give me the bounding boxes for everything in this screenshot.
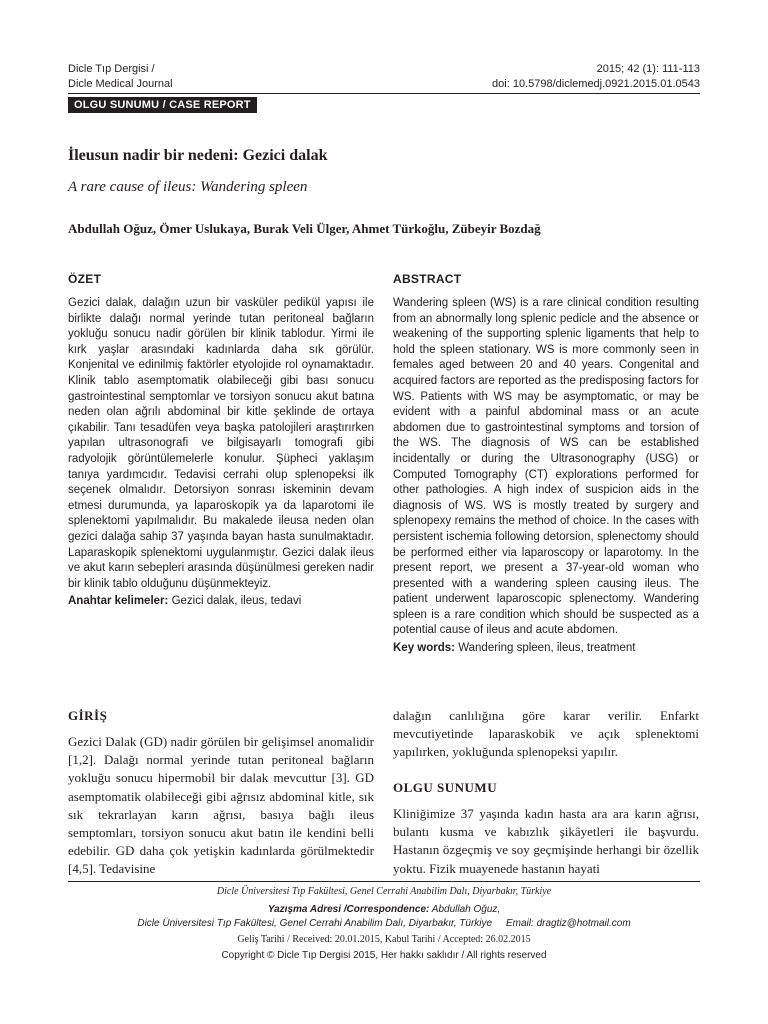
journal-name-tr: Dicle Tıp Dergisi / xyxy=(68,63,155,75)
ozet-text: Gezici dalak, dalağın uzun bir vasküler pedikül yapısı ile birlikte dalağı normal yerinde tutan peritoneal bağların yokluğu sonucu nadir görülen bir klinik tablodur. Yirmi ile kırk yaşlar arasındaki kadınlarda daha sık görülür. Konjenital ve edinilmiş faktörler etyolojide rol oynamaktadır. Klinik tablo asemptomatik olabileceği gibi bası sonucu gastrointestinal semptomlar ve torsiyon sonucu akut batına neden olan ağrılı abdominal bir kitle şeklinde de ortaya çıkabilir. Tanı tesadüfen veya başka patolojileri araştırırken yapılan ultrasonografi ve bilgisayarlı tomografi gibi radyolojik görüntülemelerle konulur. Şüpheci yaklaşım tanıya yardımcıdır. Tedavisi cerrahi olup splenopeksi ilk seçenek olmalıdır. Detorsiyon sonrası iskeminin devam etmesi durumunda, ya laparoskopik ya da laparotomi ile splenektomi yapılmalıdır. Bu makalede ileusa neden olan gezici dalağa sahip 37 yaşında bayan hasta sunulmaktadır. Laparaskopik splenektomi uygulanmıştır. Gezici dalak ileus ve akut karın sebepleri arasında düşünülmesi gereken nadir bir klinik tablo olduğunu düşünmekteyiz. xyxy=(68,297,374,590)
abstract-section xyxy=(393,296,699,657)
email-link[interactable]: dragtiz@hotmail.com xyxy=(536,918,631,929)
title-english: A rare cause of ileus: Wandering spleen xyxy=(68,179,308,195)
doi[interactable]: doi: 10.5798/diclemedj.0921.2015.01.0543 xyxy=(492,78,700,90)
citation-info xyxy=(492,62,700,92)
footer xyxy=(0,885,768,963)
ozet-keywords xyxy=(68,594,374,610)
footer-rule xyxy=(68,881,700,882)
correspondence xyxy=(0,903,768,917)
abstract-text: Wandering spleen (WS) is a rare clinical condition resulting from an abnormally long splenic pedicle and the absence or weakening of the supporting splenic ligaments that help to hold the spleen stationary. WS is more commonly seen in females aged between 20 and 40 years. Congenital and acquired factors are reported as the predisposing factors for WS. Patients with WS may be asymptomatic, or may be evident with a painful abdominal mass or an acute abdomen due to gastrointestinal symptoms and torsion of the WS. The diagnosis of WS can be established incidentally or during the Ultrasonography (USG) or Computed Tomography (CT) explorations performed for other pathologies. A high index of suspicion aids in the diagnosis of WS. WS is mostly treated by surgery and splenopexy remains the method of choice. In the cases with persistent ischemia following detorsion, splenectomy should be performed either via laparoscopy or laparotomy. In the present report, we present a 37-year-old woman who presented with a wandering spleen causing ileus. The patient underwent laparoscopic splenectomy. Wandering spleen is a rare condition which should be suspected as a potential cause of ileus and acute abdomen. xyxy=(393,297,699,637)
body-right-text: dalağın canlılığına göre karar verilir. Enfarkt mevcutiyetinde laparaskobik ve açık splenektomi yapılırken, yokluğunda splenopeksi yapılır. xyxy=(393,708,699,760)
journal-name-en: Dicle Medical Journal xyxy=(68,78,173,90)
journal-name xyxy=(68,62,173,92)
header-rule xyxy=(68,93,700,94)
ozet-keywords-value: Gezici dalak, ileus, tedavi xyxy=(171,595,302,608)
giris-heading: GİRİŞ xyxy=(68,708,108,723)
ozet-keywords-label: Anahtar kelimeler: xyxy=(68,595,169,608)
dates: Geliş Tarihi / Received: 20.01.2015, Kabul Tarihi / Accepted: 26.02.2015 xyxy=(237,934,531,945)
abstract-keywords xyxy=(393,641,699,657)
correspondence-label: Yazışma Adresi /Correspondence: xyxy=(267,904,430,915)
title-turkish: İleusun nadir bir nedeni: Gezici dalak xyxy=(68,147,328,164)
giris-text: Gezici Dalak (GD) nadir görülen bir gelişimsel anomalidir [1,2]. Dalağı normal yerinde tutan peritoneal bağların yokluğu sonucu hipermobil bir dalak mevcuttur [3]. GD asemptomatik olabileceği gibi ağrısız abdominal kitle, sık sık tekrarlayan karın ağrısı, basıya bağlı ileus semptomları, torsiyon sonucu akut batın ile kendini belli edebilir. GD daha çok yetişkin kadınlarda görülmektedir [4,5]. Tedavisine xyxy=(68,734,374,877)
abstract-keywords-label: Key words: xyxy=(393,642,455,655)
email-label: Email: xyxy=(506,918,534,929)
ozet-section xyxy=(68,296,374,610)
olgu-heading: OLGU SUNUMU xyxy=(393,780,498,795)
correspondence-address-line xyxy=(0,917,768,931)
correspondence-address: Dicle Üniversitesi Tıp Fakültesi, Genel Cerrahi Anabilim Dalı, Diyarbakır, Türkiye xyxy=(137,918,493,929)
affiliation: Dicle Üniversitesi Tıp Fakültesi, Genel Cerrahi Anabilim Dalı, Diyarbakır, Türkiye xyxy=(216,886,552,897)
correspondence-name: Abdullah Oğuz, xyxy=(431,904,501,915)
author-list: Abdullah Oğuz, Ömer Uslukaya, Burak Veli Ülger, Ahmet Türkoğlu, Zübeyir Bozdağ xyxy=(68,221,541,236)
abstract-heading: ABSTRACT xyxy=(393,272,462,286)
copyright: Copyright © Dicle Tıp Dergisi 2015, Her hakkı saklıdır / All rights reserved xyxy=(221,950,547,961)
ozet-heading: ÖZET xyxy=(68,272,102,286)
article-type-badge: OLGU SUNUMU / CASE REPORT xyxy=(68,97,257,113)
abstract-keywords-value: Wandering spleen, ileus, treatment xyxy=(458,642,636,655)
volume-info: 2015; 42 (1): 111-113 xyxy=(596,63,700,75)
olgu-text: Kliniğimize 37 yaşında kadın hasta ara ara karın ağrısı, bulantı kusma ve kabızlık şikâyetleri ile başvurdu. Hastanın özgeçmiş ve soy geçmişinde herhangi bir özellik yoktu. Fizik muayenede hastanın hayati xyxy=(393,806,699,876)
